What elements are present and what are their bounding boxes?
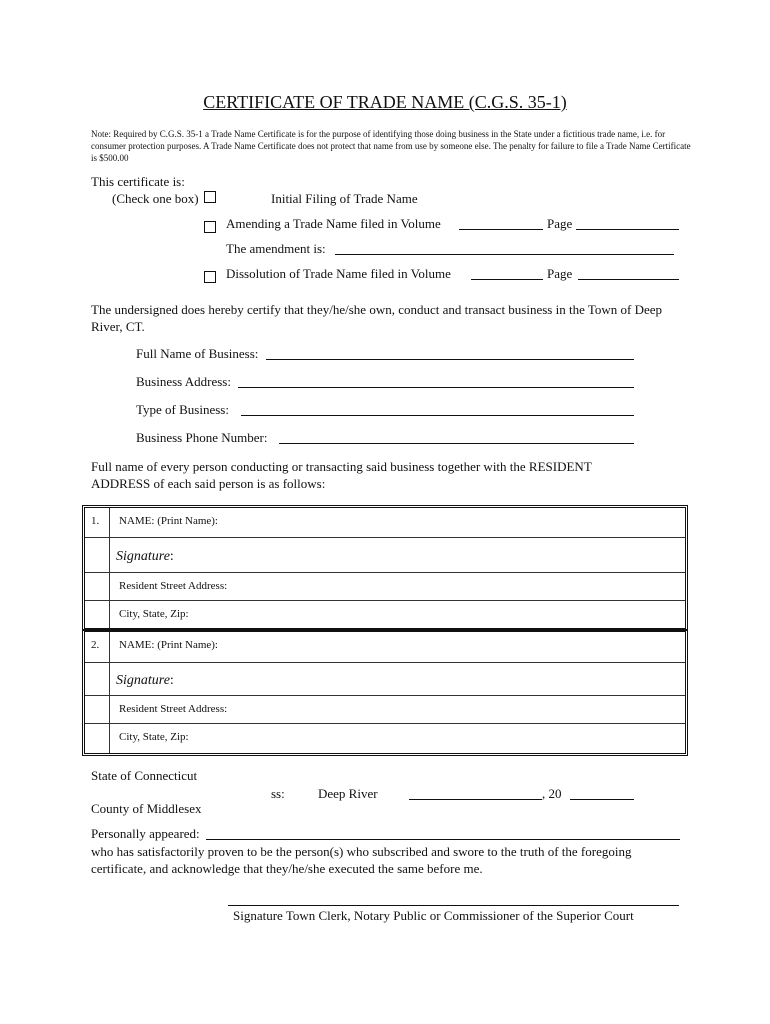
amending-checkbox[interactable] — [204, 221, 216, 233]
person-1-street-row[interactable] — [85, 573, 685, 601]
amending-page-line[interactable] — [576, 229, 679, 230]
person-1-number: 1. — [91, 515, 100, 527]
person-1-table — [82, 505, 688, 631]
amending-label: Amending a Trade Name filed in Volume — [226, 216, 441, 231]
certificate-label: This certificate is: — [91, 174, 185, 189]
town-label: Deep River — [318, 786, 378, 801]
ss-label: ss: — [271, 786, 285, 801]
dissolution-volume-line[interactable] — [471, 279, 543, 280]
person-2-street-row[interactable] — [85, 696, 685, 724]
initial-filing-checkbox[interactable] — [204, 191, 216, 203]
business-name-line[interactable] — [266, 359, 634, 360]
person-2-number: 2. — [91, 639, 100, 651]
dissolution-page-line[interactable] — [578, 279, 679, 280]
county-label: County of Middlesex — [91, 801, 202, 816]
person-1-city-label: City, State, Zip: — [119, 608, 189, 620]
business-type-line[interactable] — [241, 415, 634, 416]
business-address-line[interactable] — [238, 387, 634, 388]
business-address-label: Business Address: — [136, 374, 231, 389]
year-prefix: , 20 — [542, 786, 562, 801]
amendment-line[interactable] — [335, 254, 674, 255]
business-type-label: Type of Business: — [136, 402, 229, 417]
person-1-name-label: NAME: (Print Name): — [119, 515, 218, 527]
clerk-signature-line[interactable] — [228, 905, 679, 906]
dissolution-label: Dissolution of Trade Name filed in Volume — [226, 266, 451, 281]
year-line[interactable] — [570, 799, 634, 800]
appeared-label: Personally appeared: — [91, 826, 200, 841]
note-text: Note: Required by C.G.S. 35-1 a Trade Name Certificate is for the purpose of identifying those doing business in the State under a fictitious trade name, i.e. for consumer protection purposes. A Trade Name Certificate does not protect that name from use by someone else. The penalty for failure to file a Trade Name Certificate is $500.00 — [91, 129, 691, 163]
person-2-name-row[interactable] — [85, 632, 685, 663]
person-1-city-row[interactable] — [85, 601, 685, 628]
dissolution-checkbox[interactable] — [204, 271, 216, 283]
state-label: State of Connecticut — [91, 768, 198, 783]
business-phone-label: Business Phone Number: — [136, 430, 268, 445]
certify-text: The undersigned does hereby certify that they/he/she own, conduct and transact business in the Town of Deep River, CT. — [91, 302, 663, 334]
amending-page-label: Page — [547, 216, 573, 231]
check-one-hint: (Check one box) — [112, 191, 199, 206]
person-1-street-label: Resident Street Address: — [119, 580, 228, 592]
person-1-signature-label: Signature: — [116, 549, 174, 564]
person-2-street-label: Resident Street Address: — [119, 703, 228, 715]
persons-intro: Full name of every person conducting or transacting said business together with the RESIDENT ADDRESS of each said person is as follows: — [91, 459, 592, 491]
amending-volume-line[interactable] — [459, 229, 543, 230]
person-2-name-label: NAME: (Print Name): — [119, 639, 218, 651]
person-2-city-row[interactable] — [85, 724, 685, 753]
appeared-line[interactable] — [206, 839, 680, 840]
person-1-signature-row[interactable] — [85, 538, 685, 573]
person-2-table — [82, 629, 688, 756]
clerk-signature-caption: Signature Town Clerk, Notary Public or Commissioner of the Superior Court — [233, 908, 634, 923]
person-2-city-label: City, State, Zip: — [119, 731, 189, 743]
page-title: CERTIFICATE OF TRADE NAME (C.G.S. 35-1) — [203, 92, 567, 112]
person-2-signature-row[interactable] — [85, 663, 685, 696]
dissolution-page-label: Page — [547, 266, 573, 281]
amendment-label: The amendment is: — [226, 241, 326, 256]
person-2-signature-label: Signature: — [116, 673, 174, 688]
initial-filing-label: Initial Filing of Trade Name — [271, 191, 418, 206]
person-1-name-row[interactable] — [85, 508, 685, 538]
proof-text: who has satisfactorily proven to be the person(s) who subscribed and swore to the truth of the foregoing certificate, and acknowledge that they/he/she executed the same before me. — [91, 844, 632, 876]
business-phone-line[interactable] — [279, 443, 634, 444]
business-name-label: Full Name of Business: — [136, 346, 259, 361]
date-line[interactable] — [409, 799, 542, 800]
